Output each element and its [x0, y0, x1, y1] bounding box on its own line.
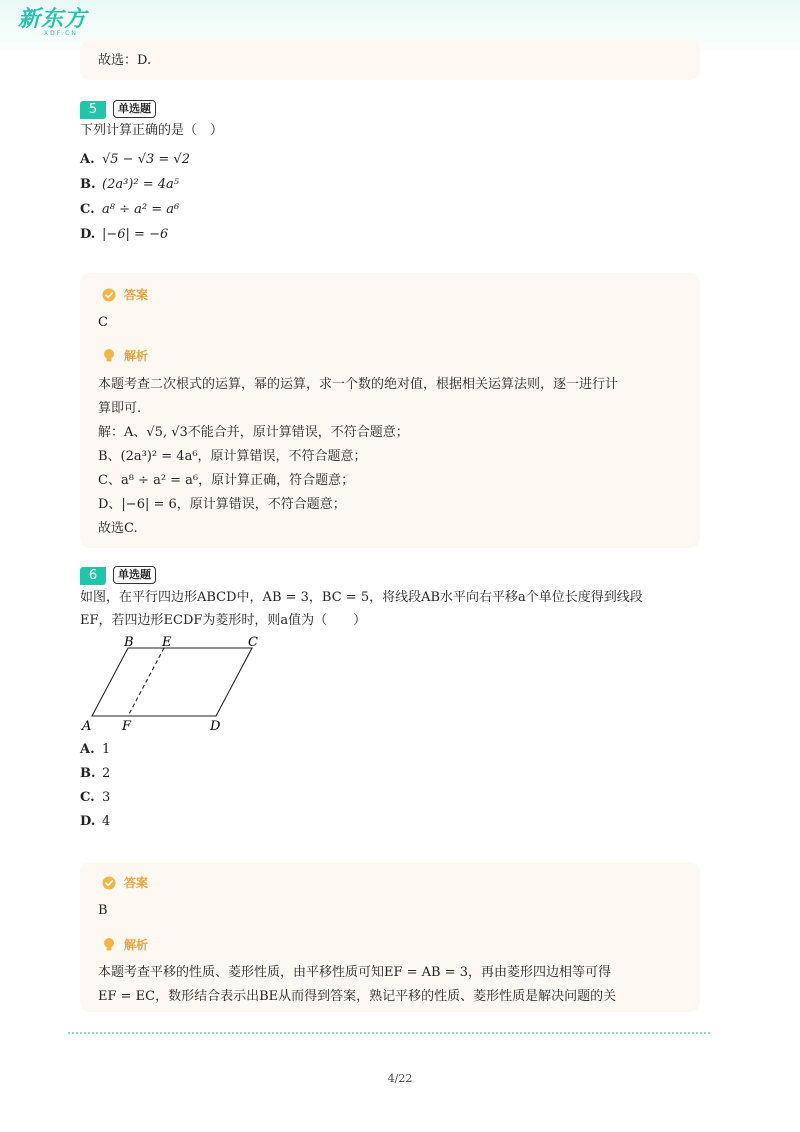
analysis-line: B、(2a³)² = 4a⁶，原计算错误，不符合题意； — [98, 449, 367, 464]
label-e: E — [162, 635, 172, 650]
question-stem-line: EF，若四边形ECDF为菱形时，则a值为（ ） — [80, 613, 367, 628]
answer-value: C — [98, 315, 108, 330]
check-badge-icon — [102, 876, 116, 890]
option-text: 4 — [102, 814, 111, 829]
analysis-title: 解析 — [124, 938, 149, 952]
option-a[interactable] — [80, 741, 110, 759]
option-d[interactable] — [80, 813, 110, 831]
option-label: D. — [80, 227, 96, 242]
analysis-line: 解：A、√5, √3不能合并，原计算错误，不符合题意； — [98, 425, 409, 440]
question-stem: 下列计算正确的是（ ） — [80, 123, 224, 138]
option-text: 1 — [102, 742, 111, 757]
option-text: √5 − √3 = √2 — [102, 152, 190, 167]
option-label: C. — [80, 790, 95, 805]
analysis-line: 故选C. — [98, 521, 138, 536]
question-number: 6 — [80, 567, 106, 585]
check-badge-icon — [102, 288, 116, 302]
answer-value: B — [98, 903, 108, 918]
logo-text: 新东方 — [18, 7, 88, 32]
lightbulb-icon — [102, 348, 116, 363]
logo-subtext: XDF.CN — [44, 30, 78, 37]
segment-ef — [128, 648, 164, 716]
option-label: B. — [80, 177, 96, 192]
answer-title: 答案 — [124, 288, 149, 302]
label-d: D — [210, 719, 221, 734]
xdf-logo — [18, 8, 87, 37]
option-label: B. — [80, 766, 96, 781]
page-number: 4/22 — [387, 1072, 413, 1085]
option-text: |−6| = −6 — [102, 227, 169, 242]
analysis-line: EF = EC，数形结合表示出BE从而得到答案，熟记平移的性质、菱形性质是解决问题的关 — [98, 989, 617, 1004]
analysis-line: D、|−6| = 6，原计算错误，不符合题意； — [98, 497, 346, 512]
option-a[interactable] — [80, 151, 190, 169]
analysis-line: 算即可. — [98, 401, 142, 416]
label-f: F — [122, 719, 132, 734]
parallelogram-abcd — [92, 648, 252, 716]
label-b: B — [124, 635, 134, 650]
label-c: C — [248, 635, 258, 650]
option-label: A. — [80, 742, 95, 757]
option-text: a⁸ ÷ a² = a⁶ — [102, 202, 180, 217]
question-type-badge: 单选题 — [113, 100, 156, 118]
prev-conclusion: 故选：D. — [98, 53, 152, 68]
prev-analysis-card — [80, 40, 700, 80]
option-text: 3 — [102, 790, 111, 805]
option-label: A. — [80, 152, 95, 167]
label-a: A — [82, 719, 92, 734]
option-c[interactable] — [80, 789, 110, 807]
option-label: C. — [80, 202, 95, 217]
option-text: (2a³)² = 4a⁵ — [102, 177, 179, 192]
analysis-line: C、a⁸ ÷ a² = a⁶，原计算正确，符合题意； — [98, 473, 355, 488]
question-stem-line: 如图，在平行四边形ABCD中，AB = 3，BC = 5，将线段AB水平向右平移a个单位长度得到线段 — [80, 590, 643, 605]
question-type-badge: 单选题 — [113, 566, 156, 584]
analysis-line: 本题考查二次根式的运算，幂的运算，求一个数的绝对值，根据相关运算法则，逐一进行计 — [98, 377, 619, 392]
analysis-title: 解析 — [124, 349, 149, 363]
option-b[interactable] — [80, 176, 179, 194]
page-divider — [68, 1032, 710, 1034]
parallelogram-figure — [78, 632, 268, 736]
question-number: 5 — [80, 101, 106, 119]
option-text: 2 — [102, 766, 111, 781]
option-d[interactable] — [80, 226, 168, 244]
option-label: D. — [80, 814, 96, 829]
answer-title: 答案 — [124, 876, 149, 890]
option-c[interactable] — [80, 201, 179, 219]
option-b[interactable] — [80, 765, 110, 783]
lightbulb-icon — [102, 937, 116, 952]
analysis-line: 本题考查平移的性质、菱形性质，由平移性质可知EF = AB = 3，再由菱形四边相等可得 — [98, 965, 612, 980]
